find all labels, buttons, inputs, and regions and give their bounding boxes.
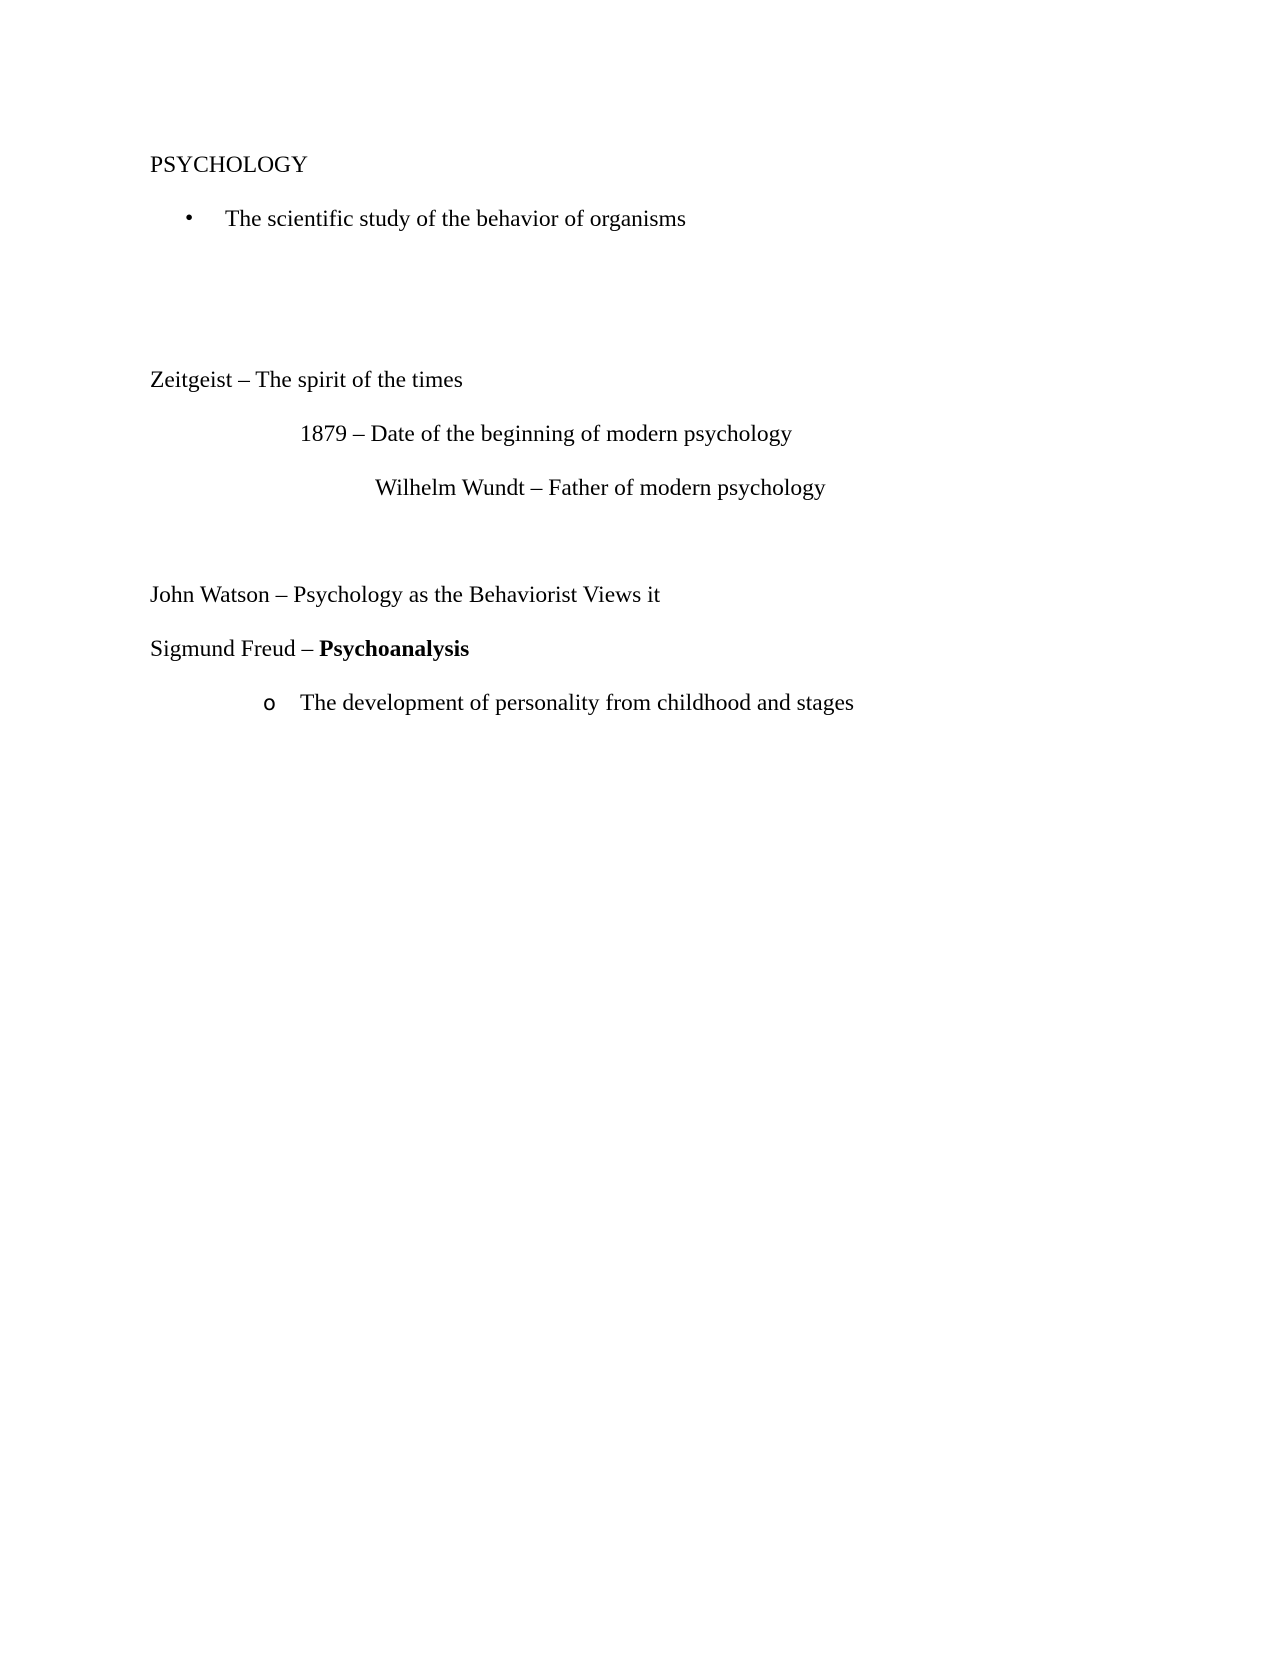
psychoanalysis-term: Psychoanalysis bbox=[319, 636, 470, 662]
freud-name: Sigmund Freud – bbox=[150, 636, 320, 662]
freud-detail-text: The development of personality from childhood and stages bbox=[300, 690, 855, 716]
zeitgeist-line: Zeitgeist – The spirit of the times bbox=[150, 367, 463, 393]
definition-text: The scientific study of the behavior of organisms bbox=[225, 206, 686, 232]
date-line: 1879 – Date of the beginning of modern psychology bbox=[300, 421, 793, 447]
bullet-marker: • bbox=[185, 205, 194, 231]
document-heading: PSYCHOLOGY bbox=[150, 152, 308, 178]
sub-bullet-marker: o bbox=[263, 691, 276, 715]
watson-line: John Watson – Psychology as the Behaviorist Views it bbox=[150, 582, 661, 608]
wundt-line: Wilhelm Wundt – Father of modern psychology bbox=[375, 475, 826, 501]
freud-line bbox=[150, 635, 469, 663]
